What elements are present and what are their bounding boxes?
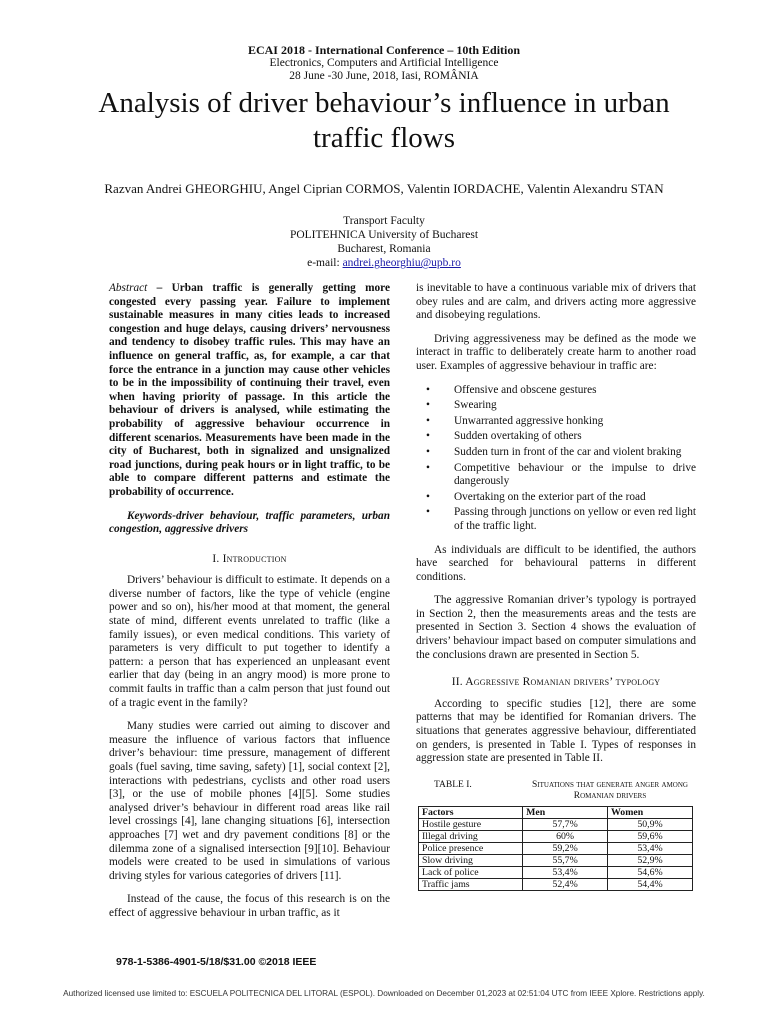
conference-subtitle: Electronics, Computers and Artificial Intelligence bbox=[269, 57, 499, 69]
list-item: • Unwarranted aggressive honking bbox=[426, 414, 604, 427]
affiliation-city: Bucharest, Romania bbox=[337, 243, 431, 255]
table-row bbox=[419, 818, 693, 830]
intro-paragraph-5: As individuals are difficult to be identified, the authors have searched for behavioural patterns in different conditions. bbox=[416, 543, 696, 583]
conference-title: ECAI 2018 - International Conference – 10th Edition bbox=[247, 43, 521, 57]
affiliation-university: POLITEHNICA University of Bucharest bbox=[289, 229, 479, 241]
email-label: e-mail: bbox=[307, 257, 343, 269]
table-header-cell: Women bbox=[608, 806, 693, 818]
table-header-row bbox=[419, 806, 693, 818]
table-row bbox=[419, 854, 693, 866]
keywords: Keywords-driver behaviour, traffic parameters, urban congestion, aggressive drivers bbox=[109, 509, 390, 536]
table-description: Situations that generate anger among Romanian drivers bbox=[532, 779, 688, 801]
section-heading-introduction: I. Introduction bbox=[212, 552, 287, 565]
bullet-icon: • bbox=[426, 383, 430, 396]
paper-title: Analysis of driver behaviour’s influence in urban traffic flows bbox=[98, 87, 670, 154]
isbn-line: 978-1-5386-4901-5/18/$31.00 ©2018 IEEE bbox=[116, 956, 317, 968]
table-cell: 59,6% bbox=[608, 830, 693, 842]
table-header-cell: Factors bbox=[419, 806, 523, 818]
bullet-icon: • bbox=[426, 430, 430, 443]
table-caption bbox=[416, 780, 696, 802]
table-cell: 54,6% bbox=[608, 866, 693, 878]
email-line bbox=[0, 257, 768, 271]
table-cell: 54,4% bbox=[608, 878, 693, 890]
table-cell: Slow driving bbox=[419, 854, 523, 866]
table-cell: Police presence bbox=[419, 842, 523, 854]
conference-date: 28 June -30 June, 2018, Iasi, ROMÂNIA bbox=[289, 70, 479, 82]
list-item: • Passing through junctions on yellow or even red light of the traffic light. bbox=[426, 506, 696, 532]
bullet-icon: • bbox=[426, 490, 430, 503]
intro-paragraph-4: Driving aggressiveness may be defined as the mode we interact in traffic to deliberately create harm to another road user. Examples of aggressive behaviour in traffic are: bbox=[416, 332, 696, 372]
intro-paragraph-2: Many studies were carried out aiming to discover and measure the influence of various factors that influence driver’s behaviour: time pressure, management of different goals (fuel saving, time saving, safety) [1], social context [2], interactions with pedestrians, cyclists and other road users [3], or the use of mobile phones [4][5]. Some studies analysed driver’s behaviour in different road areas like rail level crossings [4], lane changing situations [6], intersection approaches [7] wet and dry pavement conditions [8] or the dilemma zone of a signalised intersection [9][10]. Behaviour models were created to be used in simulations of various driving styles for various categories of drivers [11]. bbox=[109, 720, 390, 882]
list-item: • Sudden turn in front of the car and violent braking bbox=[426, 445, 682, 458]
right-column bbox=[416, 282, 696, 891]
table-cell: 53,4% bbox=[608, 842, 693, 854]
table-cell: 52,4% bbox=[523, 878, 608, 890]
typology-paragraph-1: According to specific studies [12], there are some patterns that may be identified for Romanian drivers. The situations that generates aggressive behaviour, differentiated on genders, is presented in Table I. Types of responses in aggression state are presented in Table II. bbox=[416, 697, 696, 765]
bullet-icon: • bbox=[426, 445, 430, 458]
affiliation-faculty: Transport Faculty bbox=[343, 215, 425, 227]
bullet-icon: • bbox=[426, 461, 430, 474]
table-header-cell: Men bbox=[523, 806, 608, 818]
bullet-icon: • bbox=[426, 399, 430, 412]
aggressive-behaviour-list bbox=[416, 384, 696, 534]
author-list: Razvan Andrei GHEORGHIU, Angel Ciprian CORMOS, Valentin IORDACHE, Valentin Alexandru STAN bbox=[104, 181, 664, 196]
table-cell: 59,2% bbox=[523, 842, 608, 854]
bullet-icon: • bbox=[426, 506, 430, 519]
bullet-icon: • bbox=[426, 414, 430, 427]
table-row bbox=[419, 866, 693, 878]
table-cell: Traffic jams bbox=[419, 878, 523, 890]
table-cell: Lack of police bbox=[419, 866, 523, 878]
intro-paragraph-3-continued: is inevitable to have a continuous variable mix of drivers that obey rules and are calm, and drivers acting more aggressive and disobeying regulations. bbox=[416, 282, 696, 322]
table-cell: 57,7% bbox=[523, 818, 608, 830]
table-cell: 53,4% bbox=[523, 866, 608, 878]
list-item: • Competitive behaviour or the impulse to drive dangerously bbox=[426, 461, 696, 488]
license-footer: Authorized licensed use limited to: ESCUELA POLITECNICA DEL LITORAL (ESPOL). Downloaded on December 01,2023 at 02:51:04 UTC from IEEE Xplore. Restrictions apply. bbox=[63, 989, 705, 998]
intro-paragraph-6: The aggressive Romanian driver’s typology is portrayed in Section 2, then the measurements areas and the tests are presented in Section 3. Section 4 shows the evaluation of drivers’ behaviour impact based on computer simulations and the conclusions drawn are presented in Section 5. bbox=[416, 594, 696, 661]
table-cell: Illegal driving bbox=[419, 830, 523, 842]
table-cell: Hostile gesture bbox=[419, 818, 523, 830]
abstract bbox=[109, 282, 390, 500]
intro-paragraph-1: Drivers’ behaviour is difficult to estimate. It depends on a diverse number of factors, like the type of vehicle (engine power and so on), his/her mood at that moment, the general state of mind, different events unrelated to traffic (like a family issues), or even medical conditions. This variety of parameters is very difficult to put together to identify a pattern: a person that has experienced an unpleasant event earlier that day (being in an angry mood) is more prone to commit faults in traffic than a calm person that just found out of a tragic event in the family? bbox=[109, 574, 390, 709]
list-item: • Sudden overtaking of others bbox=[426, 430, 582, 443]
anger-situations-table bbox=[418, 806, 693, 891]
email-link[interactable]: andrei.gheorghiu@upb.ro bbox=[342, 257, 461, 269]
left-column bbox=[109, 282, 390, 931]
section-heading-typology: II. Aggressive Romanian drivers’ typology bbox=[451, 676, 661, 689]
table-cell: 50,9% bbox=[608, 818, 693, 830]
table-label: TABLE I. bbox=[434, 779, 472, 790]
table-cell: 55,7% bbox=[523, 854, 608, 866]
list-item: • Overtaking on the exterior part of the road bbox=[426, 490, 646, 503]
table-row bbox=[419, 842, 693, 854]
table-row bbox=[419, 878, 693, 890]
list-item: • Offensive and obscene gestures bbox=[426, 383, 597, 396]
table-row bbox=[419, 830, 693, 842]
intro-paragraph-3: Instead of the cause, the focus of this research is on the effect of aggressive behaviour in urban traffic, as it bbox=[109, 893, 390, 919]
table-cell: 60% bbox=[523, 830, 608, 842]
abstract-lead: Abstract bbox=[109, 282, 148, 294]
list-item: • Swearing bbox=[426, 399, 497, 412]
abstract-text: – Urban traffic is generally getting more congested every passing year. Failure to implement sustainable measures in many cities leads to increased congestion and huge delays, causing drivers’ nervousness and tendency to disobey traffic rules. This may have an influence on general traffic, as, for example, a car that force the entrance in a junction may cause other vehicles to be in the impossibility of continuing their travel, even when having priority of passage. In this article the behaviour of drivers is analysed, while estimating the probability of aggressive behaviour occurrence in different scenarios. Measurements have been made in the city of Bucharest, both in signalized and unsignalized road junctions, during peak hours or in light traffic, to be able to compare different patterns and estimate the probability of occurrence. bbox=[109, 282, 390, 498]
table-cell: 52,9% bbox=[608, 854, 693, 866]
